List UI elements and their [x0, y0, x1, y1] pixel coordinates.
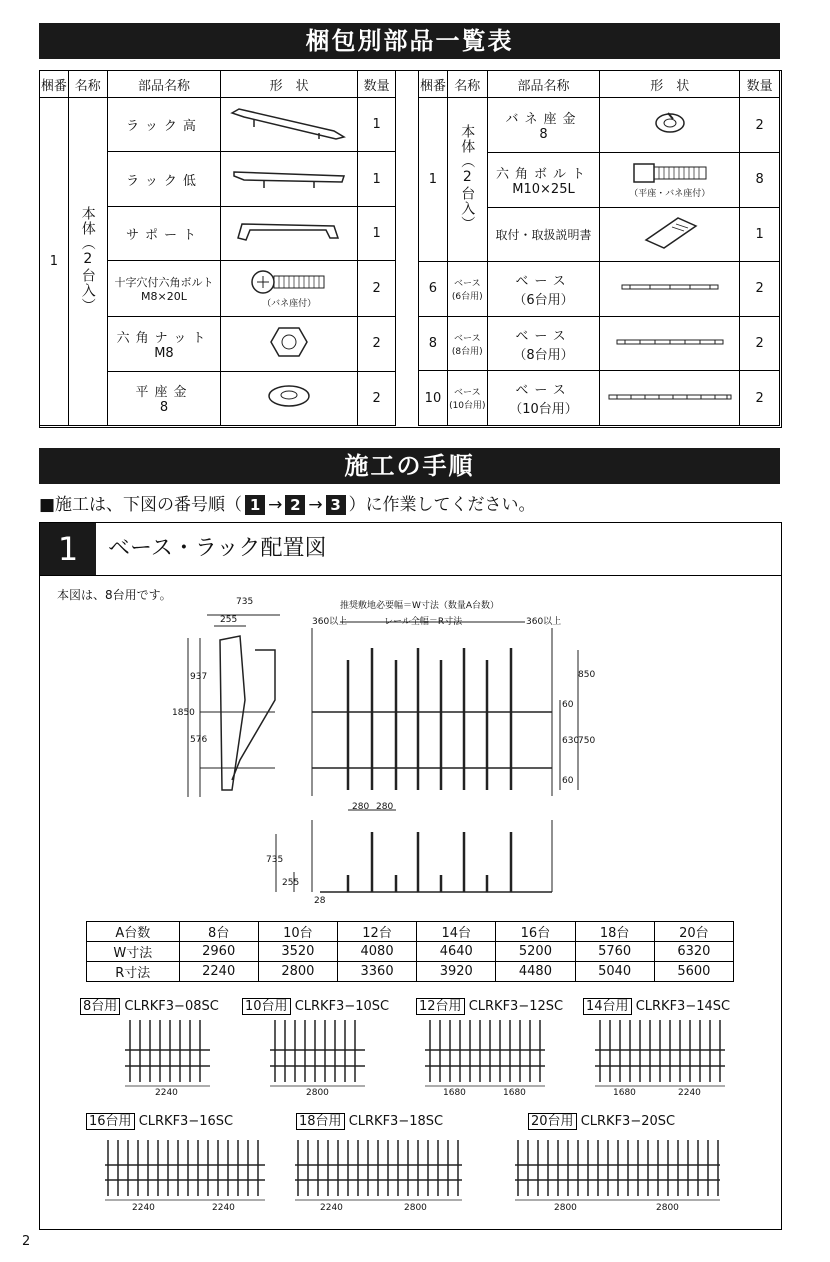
base-8-shape: [600, 316, 740, 371]
step-number: 1: [40, 523, 96, 575]
table-cell: 16台: [496, 922, 575, 942]
part-name: ベース: [515, 273, 572, 289]
table-cell: 18台: [575, 922, 654, 942]
dims-r-row: [87, 962, 734, 982]
part-spec: （6台用）: [513, 292, 574, 308]
qty: 2: [358, 261, 396, 317]
hex-nut-shape: [221, 317, 358, 371]
instruction-text-pre: ■施工は、下図の番号順（: [39, 495, 243, 515]
header-shape: 形 状: [221, 71, 358, 98]
model-code: CLRKF3−18SC: [348, 1114, 444, 1129]
header-name: 名称: [447, 71, 487, 98]
flat-washer-shape: [221, 371, 358, 425]
header-no: 梱番: [419, 71, 448, 98]
cross-bolt-shape: [221, 261, 358, 317]
table-cell: 3360: [337, 962, 416, 982]
dim-60a: 60: [562, 700, 574, 710]
model-code: CLRKF3−14SC: [635, 999, 731, 1014]
model-12: [416, 995, 563, 1014]
header-shape: 形 状: [600, 71, 740, 98]
qty: 1: [358, 206, 396, 260]
dim-735b: 735: [266, 855, 284, 865]
r-dimension-label: レール全幅＝R寸法: [384, 617, 463, 627]
part-spec: M10×25L: [512, 181, 575, 197]
part-spec: 8: [539, 127, 548, 143]
page-number: 2: [22, 1234, 31, 1249]
table-cell: W寸法: [87, 942, 180, 962]
base-name: ベース: [454, 278, 481, 289]
model-count: 8台用: [80, 998, 120, 1015]
manual-shape: [600, 207, 740, 262]
model-20: [528, 1110, 675, 1129]
qty: 8: [740, 152, 780, 207]
header-part: 部品名称: [487, 71, 600, 98]
table-cell: 5200: [496, 942, 575, 962]
base-no: 8: [419, 316, 448, 371]
dimensions-table: [86, 921, 734, 982]
w-dimension-label: 推奨敷地必要幅＝W寸法（数量A台数）: [340, 601, 500, 611]
parts-table-left: [39, 70, 396, 426]
model-18: [296, 1110, 443, 1129]
model-count: 12台用: [416, 998, 465, 1015]
model-dim: 2240: [212, 1203, 235, 1213]
parts-list-title: 梱包別部品一覧表: [39, 23, 780, 59]
base-name: ベース: [454, 388, 481, 399]
header-qty: 数量: [740, 71, 780, 98]
step-title: ベース・ラック配置図: [108, 536, 327, 561]
model-14: [583, 995, 730, 1014]
model-8: [80, 995, 219, 1014]
support-shape: [221, 206, 358, 260]
group-name: 本体（2台入）: [459, 124, 476, 232]
model-dim: 2800: [404, 1203, 427, 1213]
part-name: ベース: [515, 328, 572, 344]
qty: 2: [358, 371, 396, 425]
model-count: 16台用: [86, 1113, 135, 1130]
model-count: 18台用: [296, 1113, 345, 1130]
model-dim: 2240: [320, 1203, 343, 1213]
header-no: 梱番: [40, 71, 69, 98]
part-spec: （8台用）: [513, 347, 574, 363]
spring-washer-shape: [600, 98, 740, 153]
base-no: 10: [419, 371, 448, 426]
model-count: 14台用: [583, 998, 632, 1015]
header-qty: 数量: [358, 71, 396, 98]
qty: 2: [740, 371, 780, 426]
model-dim: 1680: [443, 1088, 466, 1098]
parts-table-right: [418, 70, 780, 426]
rack-high-shape: [221, 98, 358, 152]
model-dim: 1680: [613, 1088, 636, 1098]
table-cell: 4480: [496, 962, 575, 982]
model-dim: 2800: [306, 1088, 329, 1098]
hex-bolt-shape: [600, 152, 740, 207]
arrow-icon: →: [268, 495, 283, 515]
part-spec: M8×20L: [141, 290, 187, 304]
dims-header-row: [87, 922, 734, 942]
base-name-sub: (10台用): [449, 401, 486, 412]
table-cell: 14台: [417, 922, 496, 942]
part-note: （バネ座付）: [262, 299, 317, 310]
step-badge-1: 1: [245, 495, 265, 515]
arrow-icon: →: [308, 495, 323, 515]
part-name: 平座金: [135, 385, 193, 401]
part-name: 六角ナット: [116, 330, 212, 346]
dim-630: 630: [562, 736, 580, 746]
dims-w-row: [87, 942, 734, 962]
dim-28: 28: [314, 896, 326, 906]
rack-low-shape: [221, 152, 358, 206]
dim-60b: 60: [562, 776, 574, 786]
table-cell: 3920: [417, 962, 496, 982]
part-spec: M8: [154, 345, 174, 361]
dim-255b: 255: [282, 878, 300, 888]
table-cell: 6320: [654, 942, 733, 962]
dim-735: 735: [236, 597, 254, 607]
header-part: 部品名称: [107, 71, 220, 98]
base-no: 6: [419, 262, 448, 317]
base-name-sub: (8台用): [451, 346, 483, 357]
part-name: サポート: [125, 227, 202, 243]
base-name: ベース: [454, 333, 481, 344]
part-name: ベース: [515, 383, 572, 399]
part-name: 取付・取扱説明書: [487, 207, 600, 262]
base-6-shape: [600, 262, 740, 317]
dim-850: 850: [578, 670, 596, 680]
part-name: ラック低: [126, 173, 202, 189]
qty: 2: [358, 317, 396, 371]
qty: 2: [740, 316, 780, 371]
step-badge-2: 2: [285, 495, 305, 515]
model-count: 10台用: [242, 998, 291, 1015]
dim-750: 750: [578, 736, 596, 746]
part-spec: 8: [159, 400, 169, 416]
part-name: 十字穴付六角ボルト: [114, 276, 214, 290]
model-dim: 2800: [554, 1203, 577, 1213]
dim-937: 937: [190, 672, 208, 682]
table-cell: 5040: [575, 962, 654, 982]
dim-280b: 280: [376, 802, 394, 812]
part-name: バネ座金: [505, 112, 582, 128]
model-code: CLRKF3−20SC: [580, 1114, 676, 1129]
model-dim: 2240: [155, 1088, 178, 1098]
table-cell: 8台: [179, 922, 258, 942]
dim-576: 576: [190, 735, 208, 745]
model-dim: 1680: [503, 1088, 526, 1098]
table-cell: 2960: [179, 942, 258, 962]
table-cell: 2800: [258, 962, 337, 982]
min-left-label: 360以上: [312, 617, 348, 627]
model-count: 20台用: [528, 1113, 577, 1130]
min-right-label: 360以上: [526, 617, 562, 627]
table-cell: 12台: [337, 922, 416, 942]
base-name-sub: (6台用): [451, 291, 483, 302]
table-cell: 10台: [258, 922, 337, 942]
qty: 1: [358, 98, 396, 152]
model-code: CLRKF3−16SC: [138, 1114, 234, 1129]
qty: 2: [740, 98, 780, 153]
dim-280a: 280: [352, 802, 370, 812]
group-name: 本体（2台入）: [79, 206, 96, 314]
diagram-note: 本図は、8台用です。: [57, 588, 172, 602]
base-10-shape: [600, 371, 740, 426]
model-dim: 2800: [656, 1203, 679, 1213]
group-no: 1: [419, 98, 448, 262]
table-cell: 2240: [179, 962, 258, 982]
step-header: [40, 523, 781, 576]
model-10: [242, 995, 389, 1014]
table-cell: A台数: [87, 922, 180, 942]
qty: 1: [740, 207, 780, 262]
part-note: （平座・バネ座付）: [629, 189, 711, 200]
model-dim: 2240: [678, 1088, 701, 1098]
procedure-title: 施工の手順: [39, 448, 780, 484]
table-cell: 4080: [337, 942, 416, 962]
table-cell: 5760: [575, 942, 654, 962]
instruction-text-post: ）に作業してください。: [348, 495, 536, 515]
model-code: CLRKF3−08SC: [124, 999, 219, 1014]
part-name: ラック高: [126, 119, 202, 135]
dim-255: 255: [220, 615, 238, 625]
qty: 1: [358, 152, 396, 206]
header-name: 名称: [68, 71, 107, 98]
table-cell: 5600: [654, 962, 733, 982]
step-badge-3: 3: [326, 495, 346, 515]
table-cell: R寸法: [87, 962, 180, 982]
group-no: 1: [40, 98, 69, 426]
model-code: CLRKF3−12SC: [468, 999, 564, 1014]
qty: 2: [740, 262, 780, 317]
dim-1850: 1850: [172, 708, 195, 718]
table-cell: 3520: [258, 942, 337, 962]
model-dim: 2240: [132, 1203, 155, 1213]
instruction-line: [39, 490, 536, 515]
table-cell: 4640: [417, 942, 496, 962]
part-name: 六角ボルト: [496, 166, 592, 182]
model-16: [86, 1110, 233, 1129]
part-spec: （10台用）: [509, 402, 578, 418]
model-code: CLRKF3−10SC: [294, 999, 390, 1014]
table-cell: 20台: [654, 922, 733, 942]
